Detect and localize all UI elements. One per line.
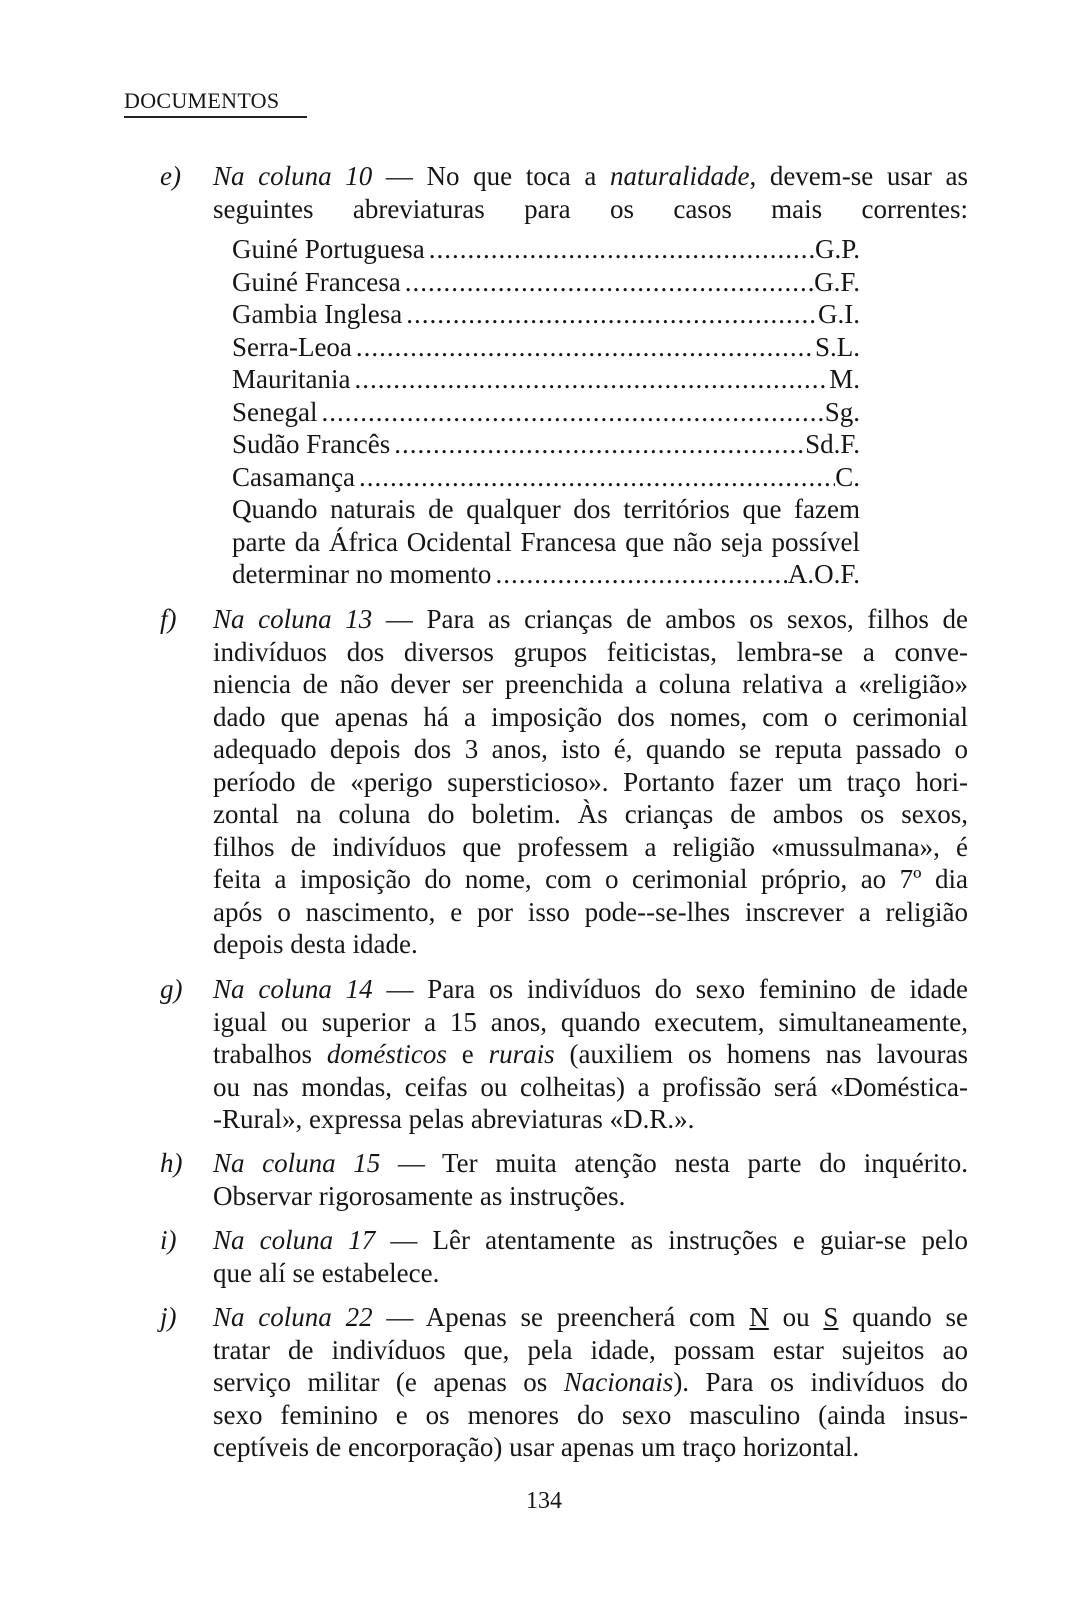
note-line: parte da África Ocidental Francesa que não seja possível (232, 526, 860, 557)
text-line (213, 1147, 968, 1180)
text-line (213, 636, 968, 669)
abbreviation-row (232, 298, 860, 331)
text-segment: seguintes abreviaturas para os casos mais correntes: (213, 193, 968, 224)
dot-leader (352, 331, 815, 364)
text-segment: — Ter muita atenção nesta parte do inquérito. (380, 1148, 969, 1178)
text-segment: feita a imposição do nome, com o cerimonial próprio, ao 7º dia (213, 864, 968, 894)
text-segment: ). Para os indivíduos do (673, 1367, 968, 1397)
abbreviation-name: Guiné Portuguesa (232, 234, 425, 265)
note-line: Quando naturais de qualquer dos territórios que fazem (232, 494, 860, 525)
abbreviation-row (232, 428, 860, 461)
italic-text: rurais (488, 1039, 555, 1069)
italic-text: domésticos (326, 1039, 447, 1069)
text-segment: indivíduos dos diversos grupos feiticistas, lembra-se a conve- (213, 636, 968, 667)
italic-text: Na coluna 10 (213, 161, 373, 191)
text-line (213, 973, 968, 1006)
page-number: 134 (526, 1488, 562, 1514)
text-segment: tratar de indivíduos que, pela idade, possam estar sujeitos ao (213, 1334, 968, 1365)
text-segment: zontal na coluna do boletim. Às crianças de ambos os sexos, (213, 799, 968, 829)
text-segment: sexo feminino e os menores do sexo masculino (ainda insus- (213, 1399, 968, 1430)
dot-leader (390, 428, 805, 461)
text-segment: ou nas mondas, ceifas ou colheitas) a profissão será «Doméstica- (213, 1071, 968, 1102)
text-segment: e (446, 1039, 489, 1069)
text-segment: que alí se estabelece. (213, 1257, 440, 1288)
text-segment: (auxiliem os homens nas lavouras (554, 1039, 968, 1069)
text-segment: — Para as crianças de ambos os sexos, filhos de (372, 604, 968, 634)
underlined-text: S (823, 1302, 839, 1332)
italic-text: Na coluna 17 (213, 1225, 376, 1255)
italic-text: Na coluna 14 (213, 974, 373, 1004)
item-label: j) (160, 1302, 177, 1332)
text-segment: — Para os indivíduos do sexo feminino de idade (372, 974, 969, 1004)
text-line (213, 798, 968, 831)
abbreviation-row (232, 396, 860, 429)
text-line (213, 1334, 968, 1367)
text-line (213, 733, 968, 766)
item-label: e) (160, 161, 181, 191)
text-line (213, 928, 968, 961)
abbreviation-code: G.F. (814, 266, 860, 297)
abbreviation-row (232, 331, 860, 364)
text-segment: — Apenas se preencherá com (372, 1302, 750, 1332)
text-segment: -Rural», expressa pelas abreviaturas «D.R.». (213, 1104, 695, 1134)
item-label: f) (160, 604, 177, 634)
text-segment: após o nascimento, e por isso pode--se-lhes inscrever a religião (213, 896, 968, 927)
dot-leader (401, 266, 814, 299)
abbreviation-code: C. (835, 461, 860, 492)
text-segment: trabalhos (213, 1039, 327, 1069)
text-segment: Observar rigorosamente as instruções. (213, 1180, 626, 1211)
text-segment: depois desta idade. (213, 929, 418, 959)
text-segment: ceptíveis de encorporação) usar apenas um traço horizontal. (213, 1432, 860, 1462)
italic-text: Na coluna 13 (213, 604, 373, 634)
abbreviation-name: determinar no momento (232, 559, 492, 590)
abbreviation-code: Sd.F. (805, 429, 860, 460)
text-line (213, 193, 968, 226)
text-line (213, 1103, 968, 1136)
italic-text: Na coluna 15 (213, 1148, 381, 1178)
abbreviation-row (232, 233, 860, 266)
dot-leader (355, 461, 835, 494)
text-line (213, 160, 968, 193)
italic-text: Nacionais (563, 1367, 674, 1397)
text-segment: , devem-se usar as (749, 161, 968, 191)
underlined-text: N (749, 1302, 769, 1332)
text-line (213, 1257, 968, 1290)
abbreviation-name: Mauritania (232, 364, 351, 395)
text-segment: quando se (838, 1302, 968, 1332)
text-segment: igual ou superior a 15 anos, quando executem, simultaneamente, (213, 1006, 968, 1037)
abbreviation-code: Sg. (824, 396, 860, 427)
abbreviation-name: Guiné Francesa (232, 266, 401, 297)
abbreviation-code: S.L. (814, 331, 860, 362)
text-segment: filhos de indivíduos que professem a religião «mussulmana», é (213, 831, 968, 862)
item-label: h) (160, 1148, 183, 1178)
abbreviation-row (232, 558, 860, 591)
text-line (213, 831, 968, 864)
text-segment: dado que apenas há a imposição dos nomes, com o cerimonial (213, 701, 968, 732)
text-line (213, 1180, 968, 1213)
abbreviation-name: Gambia Inglesa (232, 299, 403, 330)
text-line (213, 863, 968, 896)
abbreviation-name: Sudão Francês (232, 429, 391, 460)
text-line (213, 1301, 968, 1334)
abbreviation-row (232, 363, 860, 396)
abbreviation-code: M. (829, 364, 860, 395)
text-line (213, 701, 968, 734)
text-segment: adequado depois dos 3 anos, isto é, quando se reputa passado o (213, 734, 968, 764)
text-line (213, 1224, 968, 1257)
text-segment: serviço militar (e apenas os (213, 1367, 564, 1397)
text-line (213, 1006, 968, 1039)
text-segment: — No que toca a (372, 161, 610, 191)
text-line (213, 603, 968, 636)
dot-leader (350, 363, 829, 396)
dot-leader (425, 233, 815, 266)
abbreviation-code: A.O.F. (787, 559, 860, 590)
abbreviation-name: Casamança (232, 461, 355, 492)
text-line (213, 1038, 968, 1071)
dot-leader (491, 558, 787, 591)
text-line (213, 668, 968, 701)
dot-leader (317, 396, 824, 429)
text-segment: — Lêr atentamente as instruções e guiar-se pelo (375, 1225, 968, 1255)
text-line (213, 1431, 968, 1464)
text-segment: período de «perigo supersticioso». Portanto fazer um traço hori- (213, 766, 968, 797)
text-line (213, 896, 968, 929)
italic-text: naturalidade (609, 161, 750, 191)
abbreviation-code: G.I. (818, 299, 860, 330)
item-label: i) (160, 1225, 177, 1255)
section-header: DOCUMENTOS (124, 88, 307, 118)
text-segment: ou (768, 1302, 824, 1332)
item-label: g) (160, 974, 183, 1004)
italic-text: Na coluna 22 (213, 1302, 373, 1332)
abbreviation-name: Serra-Leoa (232, 331, 352, 362)
dot-leader (402, 298, 818, 331)
text-segment: niencia de não dever ser preenchida a coluna relativa a «religião» (213, 669, 968, 699)
abbreviation-name: Senegal (232, 396, 318, 427)
abbreviation-row (232, 461, 860, 494)
abbreviation-row (232, 266, 860, 299)
abbreviation-code: G.P. (814, 234, 860, 265)
text-line (213, 1071, 968, 1104)
text-line (213, 1399, 968, 1432)
text-line (213, 1366, 968, 1399)
text-line (213, 766, 968, 799)
